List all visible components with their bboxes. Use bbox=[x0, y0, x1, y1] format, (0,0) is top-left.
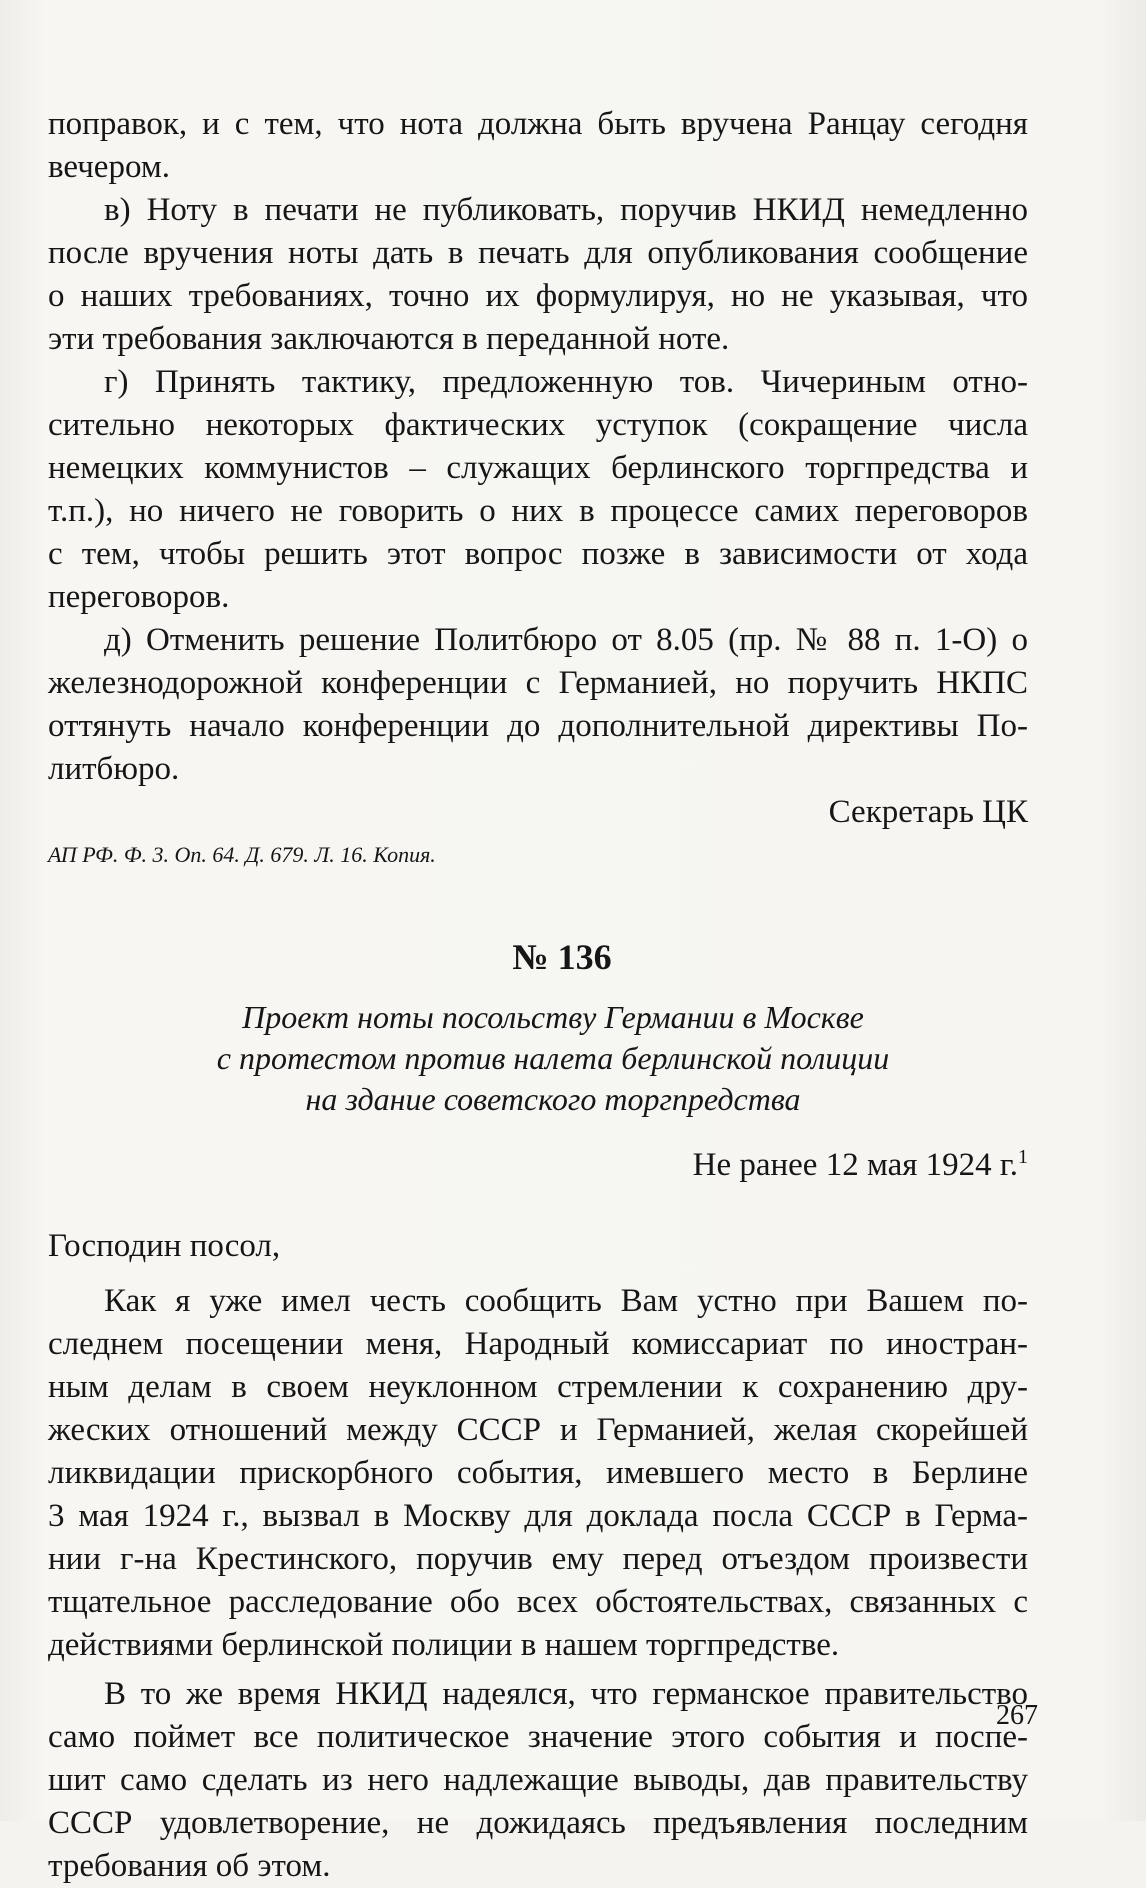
text-line: сительно некоторых фактических уступок (сокращение числа bbox=[48, 407, 1028, 443]
text-line: вечером. bbox=[48, 149, 170, 185]
text-line: эти требования заключаются в переданной ноте. bbox=[48, 321, 730, 357]
text-line: нии г-на Крестинского, поручив ему перед отъездом произвести bbox=[48, 1541, 1028, 1577]
text-line: Как я уже имел честь сообщить Вам устно при Вашем по- bbox=[104, 1283, 1028, 1319]
document-title-line: на здание советского торгпредства bbox=[305, 1081, 801, 1117]
text-line: о наших требованиях, точно их формулируя, но не указывая, что bbox=[48, 278, 1028, 314]
note-paragraph-2 bbox=[48, 1673, 1028, 1888]
text-line: литбюро. bbox=[48, 751, 180, 787]
text-line: 3 мая 1924 г., вызвал в Москву для доклада посла СССР в Герма- bbox=[48, 1498, 1028, 1534]
top-paragraph bbox=[48, 103, 1028, 189]
text-line: поправок, и с тем, что нота должна быть вручена Ранцау сегодня bbox=[48, 106, 1028, 142]
text-line: немецких коммунистов – служащих берлинского торгпредства и bbox=[48, 450, 1028, 486]
text-line: шит само сделать из него надлежащие выводы, дав правительству bbox=[48, 1762, 1028, 1798]
text-line: само поймет все политическое значение этого события и поспе- bbox=[48, 1719, 1028, 1755]
text-line: СССР удовлетворение, не дожидаясь предъявления последним bbox=[48, 1805, 1028, 1841]
text-line: ликвидации прискорбного события, имевшего место в Берлине bbox=[48, 1455, 1028, 1491]
text-line: В то же время НКИД надеялся, что германское правительство bbox=[104, 1676, 1028, 1712]
footnote-marker: 1 bbox=[1018, 1146, 1028, 1168]
document-date bbox=[48, 1136, 1028, 1187]
text-line: т.п.), но ничего не говорить о них в процессе самих переговоров bbox=[48, 493, 1028, 529]
text-line: оттянуть начало конференции до дополнительной директивы По- bbox=[48, 708, 1028, 744]
text-line: жеских отношений между СССР и Германией, желая скорейшей bbox=[48, 1412, 1028, 1448]
text-line: ным делам в своем неуклонном стремлении к сохранению дру- bbox=[48, 1369, 1028, 1405]
text-line: следнем посещении меня, Народный комиссариат по иностран- bbox=[48, 1326, 1028, 1362]
archive-source-note: АП РФ. Ф. 3. Оп. 64. Д. 679. Л. 16. Копия. bbox=[48, 842, 436, 867]
item-d-paragraph bbox=[48, 619, 1028, 791]
document-number: № 136 bbox=[512, 937, 612, 977]
page-body bbox=[48, 103, 1028, 1888]
text-line: тщательное расследование обо всех обстоятельствах, связанных с bbox=[48, 1584, 1028, 1620]
text-line: переговоров. bbox=[48, 579, 230, 615]
text-line: д) Отменить решение Политбюро от 8.05 (пр. № 88 п. 1-О) о bbox=[104, 622, 1028, 658]
text-line: г) Принять тактику, предложенную тов. Чичериным отно- bbox=[104, 364, 1028, 400]
text-line: в) Ноту в печати не публиковать, поручив НКИД немедленно bbox=[104, 192, 1028, 228]
document-title-line: Проект ноты посольству Германии в Москве bbox=[242, 999, 864, 1035]
item-v-paragraph bbox=[48, 189, 1028, 361]
note-paragraph-1 bbox=[48, 1280, 1028, 1667]
text-line: действиями берлинской полиции в нашем торгпредстве. bbox=[48, 1627, 840, 1663]
item-g-paragraph bbox=[48, 361, 1028, 619]
text-line: требования об этом. bbox=[48, 1848, 331, 1884]
document-title-line: с протестом против налета берлинской полиции bbox=[216, 1040, 890, 1076]
signature: Секретарь ЦК bbox=[828, 794, 1028, 830]
document-date-text: Не ранее 12 мая 1924 г. bbox=[692, 1147, 1018, 1183]
text-line: с тем, чтобы решить этот вопрос позже в зависимости от хода bbox=[48, 536, 1028, 572]
text-line: железнодорожной конференции с Германией, но поручить НКПС bbox=[48, 665, 1028, 701]
text-line: после вручения ноты дать в печать для опубликования сообщение bbox=[48, 235, 1028, 271]
page-number: 267 bbox=[996, 1700, 1038, 1731]
salutation: Господин посол, bbox=[48, 1228, 281, 1264]
document-title bbox=[48, 997, 1028, 1120]
